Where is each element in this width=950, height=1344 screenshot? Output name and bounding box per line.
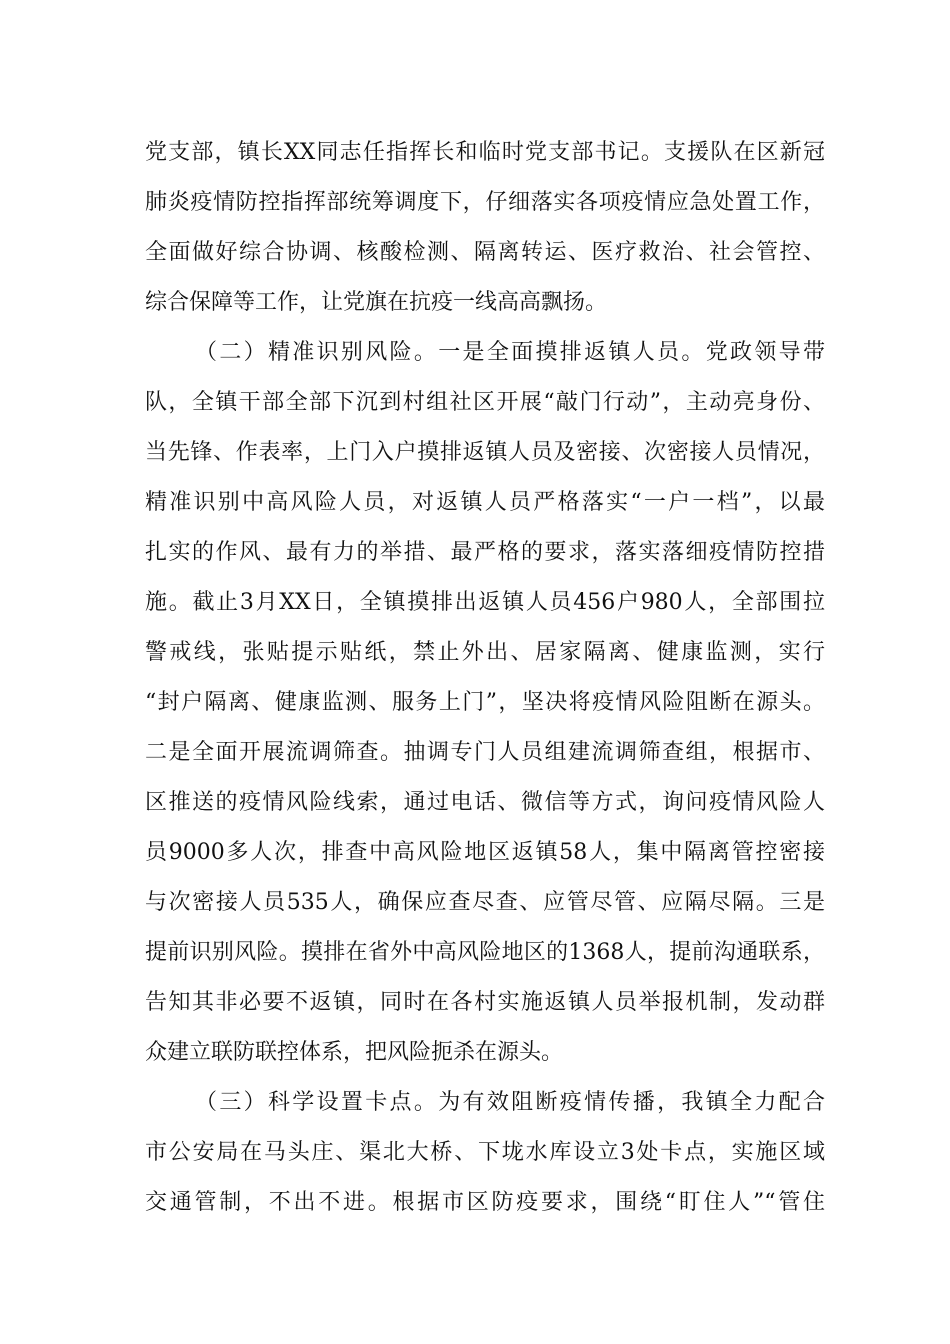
section-heading-line: （二）精准识别风险。一是全面摸排返镇人员。党政领导带 [195,340,825,365]
text-line: 当先锋、作表率，上门入户摸排返镇人员及密接、次密接人员情况， [145,440,825,465]
text-line: 警戒线，张贴提示贴纸，禁止外出、居家隔离、健康监测，实行 [145,640,825,665]
text-line: 区推送的疫情风险线索，通过电话、微信等方式，询问疫情风险人 [145,790,825,815]
text-line: 综合保障等工作，让党旗在抗疫一线高高飘扬。 [145,290,608,315]
section-heading-line: （三）科学设置卡点。为有效阻断疫情传播，我镇全力配合 [195,1090,825,1115]
text-line: 交通管制，不出不进。根据市区防疫要求，围绕“盯住人”“管住 [145,1190,825,1215]
text-line: 队，全镇干部全部下沉到村组社区开展“敲门行动”，主动亮身份、 [145,390,825,415]
text-line: 二是全面开展流调筛查。抽调专门人员组建流调筛查组，根据市、 [145,740,825,765]
text-line: 员9000多人次，排查中高风险地区返镇58人，集中隔离管控密接 [145,840,825,865]
text-line: 市公安局在马头庄、渠北大桥、下垅水库设立3处卡点，实施区域 [145,1140,825,1165]
text-line: “封户隔离、健康监测、服务上门”，坚决将疫情风险阻断在源头。 [145,690,825,715]
text-line: 施。截止3月XX日，全镇摸排出返镇人员456户980人，全部围拉 [145,590,825,615]
text-line: 众建立联防联控体系，把风险扼杀在源头。 [145,1040,564,1065]
text-line: 告知其非必要不返镇，同时在各村实施返镇人员举报机制，发动群 [145,990,825,1015]
text-line: 全面做好综合协调、核酸检测、隔离转运、医疗救治、社会管控、 [145,240,825,265]
text-line: 党支部，镇长XX同志任指挥长和临时党支部书记。支援队在区新冠 [145,140,825,165]
text-line: 精准识别中高风险人员，对返镇人员严格落实“一户一档”，以最 [145,490,825,515]
text-line: 与次密接人员535人，确保应查尽查、应管尽管、应隔尽隔。三是 [145,890,825,915]
text-line: 扎实的作风、最有力的举措、最严格的要求，落实落细疫情防控措 [145,540,825,565]
text-line: 提前识别风险。摸排在省外中高风险地区的1368人，提前沟通联系， [145,940,825,965]
text-line: 肺炎疫情防控指挥部统筹调度下，仔细落实各项疫情应急处置工作， [145,190,825,215]
